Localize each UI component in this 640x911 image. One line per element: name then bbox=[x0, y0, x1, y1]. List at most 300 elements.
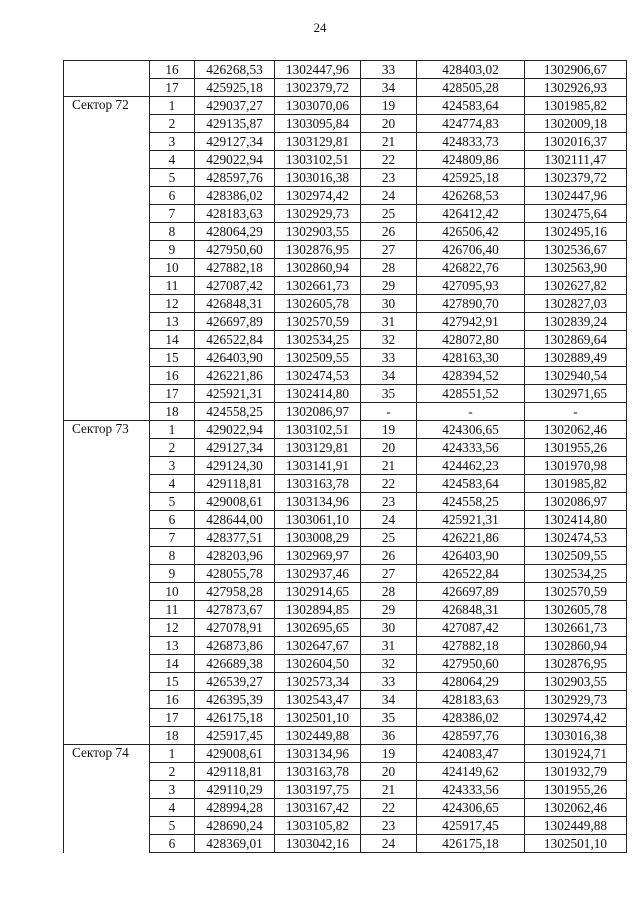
x-coordinate: 428072,80 bbox=[417, 331, 525, 349]
point-number: 14 bbox=[150, 331, 195, 349]
sector-cell-empty bbox=[64, 763, 150, 781]
point-number: 24 bbox=[361, 511, 417, 529]
x-coordinate: 429135,87 bbox=[195, 115, 275, 133]
y-coordinate: 1302563,90 bbox=[525, 259, 627, 277]
table-row bbox=[64, 547, 627, 565]
point-number: 29 bbox=[361, 601, 417, 619]
x-coordinate: 428163,30 bbox=[417, 349, 525, 367]
x-coordinate: 425925,18 bbox=[417, 169, 525, 187]
point-number: 32 bbox=[361, 331, 417, 349]
point-number: 24 bbox=[361, 187, 417, 205]
x-coordinate: 426395,39 bbox=[195, 691, 275, 709]
point-number: 12 bbox=[150, 295, 195, 313]
table-row bbox=[64, 691, 627, 709]
y-coordinate: 1302570,59 bbox=[525, 583, 627, 601]
y-coordinate: 1302860,94 bbox=[275, 259, 361, 277]
point-number: 1 bbox=[150, 421, 195, 439]
x-coordinate: 428064,29 bbox=[195, 223, 275, 241]
x-coordinate: 426848,31 bbox=[195, 295, 275, 313]
y-coordinate: 1303102,51 bbox=[275, 151, 361, 169]
point-number: 8 bbox=[150, 547, 195, 565]
x-coordinate: 429008,61 bbox=[195, 745, 275, 763]
y-coordinate: 1303095,84 bbox=[275, 115, 361, 133]
y-coordinate: 1302086,97 bbox=[275, 403, 361, 421]
table-row bbox=[64, 493, 627, 511]
point-number: 12 bbox=[150, 619, 195, 637]
x-coordinate: 425917,45 bbox=[417, 817, 525, 835]
point-number: 1 bbox=[150, 745, 195, 763]
point-number: 26 bbox=[361, 223, 417, 241]
sector-cell-empty bbox=[64, 313, 150, 331]
y-coordinate: 1303163,78 bbox=[275, 763, 361, 781]
y-coordinate: 1302570,59 bbox=[275, 313, 361, 331]
point-number: 19 bbox=[361, 421, 417, 439]
sector-cell-empty bbox=[64, 691, 150, 709]
x-coordinate: 425925,18 bbox=[195, 79, 275, 97]
table-row bbox=[64, 313, 627, 331]
y-coordinate: 1302604,50 bbox=[275, 655, 361, 673]
x-coordinate: 424833,73 bbox=[417, 133, 525, 151]
sector-cell-empty bbox=[64, 403, 150, 421]
y-coordinate: 1302573,34 bbox=[275, 673, 361, 691]
point-number: 9 bbox=[150, 241, 195, 259]
sector-cell-empty bbox=[64, 115, 150, 133]
point-number: 4 bbox=[150, 151, 195, 169]
table-row bbox=[64, 187, 627, 205]
y-coordinate: 1302914,65 bbox=[275, 583, 361, 601]
table-row bbox=[64, 619, 627, 637]
x-coordinate: 424306,65 bbox=[417, 799, 525, 817]
x-coordinate: 425921,31 bbox=[417, 511, 525, 529]
point-number: 34 bbox=[361, 367, 417, 385]
point-number: 20 bbox=[361, 115, 417, 133]
point-number: 15 bbox=[150, 349, 195, 367]
x-coordinate: 428064,29 bbox=[417, 673, 525, 691]
y-coordinate: 1302647,67 bbox=[275, 637, 361, 655]
point-number: 18 bbox=[150, 727, 195, 745]
y-coordinate: 1302940,54 bbox=[525, 367, 627, 385]
table-row bbox=[64, 277, 627, 295]
point-number: 17 bbox=[150, 709, 195, 727]
x-coordinate: 426175,18 bbox=[417, 835, 525, 853]
point-number: 16 bbox=[150, 61, 195, 79]
point-number: 20 bbox=[361, 439, 417, 457]
x-coordinate: 427078,91 bbox=[195, 619, 275, 637]
sector-cell-empty bbox=[64, 331, 150, 349]
table-row bbox=[64, 565, 627, 583]
x-coordinate: 428690,24 bbox=[195, 817, 275, 835]
point-number: 6 bbox=[150, 835, 195, 853]
sector-cell-empty bbox=[64, 79, 150, 97]
point-number: 35 bbox=[361, 385, 417, 403]
x-coordinate: 427882,18 bbox=[195, 259, 275, 277]
y-coordinate: 1302869,64 bbox=[525, 331, 627, 349]
point-number: 19 bbox=[361, 97, 417, 115]
table-row bbox=[64, 709, 627, 727]
x-coordinate: 426689,38 bbox=[195, 655, 275, 673]
y-coordinate: 1303129,81 bbox=[275, 133, 361, 151]
x-coordinate: 428597,76 bbox=[417, 727, 525, 745]
x-coordinate: 424462,23 bbox=[417, 457, 525, 475]
x-coordinate: 428203,96 bbox=[195, 547, 275, 565]
sector-cell-empty bbox=[64, 799, 150, 817]
y-coordinate: 1303008,29 bbox=[275, 529, 361, 547]
x-coordinate: 424809,86 bbox=[417, 151, 525, 169]
point-number: 36 bbox=[361, 727, 417, 745]
point-number: 31 bbox=[361, 637, 417, 655]
point-number: 9 bbox=[150, 565, 195, 583]
x-coordinate: 426522,84 bbox=[195, 331, 275, 349]
table-row bbox=[64, 403, 627, 421]
sector-cell-empty bbox=[64, 511, 150, 529]
x-coordinate: 428505,28 bbox=[417, 79, 525, 97]
x-coordinate: 425917,45 bbox=[195, 727, 275, 745]
y-coordinate: 1302534,25 bbox=[275, 331, 361, 349]
y-coordinate: 1301955,26 bbox=[525, 439, 627, 457]
sector-label bbox=[64, 61, 150, 79]
point-number: 23 bbox=[361, 493, 417, 511]
sector-cell-empty bbox=[64, 565, 150, 583]
x-coordinate: 426697,89 bbox=[195, 313, 275, 331]
y-coordinate: - bbox=[525, 403, 627, 421]
y-coordinate: 1302906,67 bbox=[525, 61, 627, 79]
x-coordinate: 428597,76 bbox=[195, 169, 275, 187]
table-row bbox=[64, 511, 627, 529]
x-coordinate: 426522,84 bbox=[417, 565, 525, 583]
point-number: 34 bbox=[361, 691, 417, 709]
x-coordinate: 427087,42 bbox=[195, 277, 275, 295]
point-number: 4 bbox=[150, 475, 195, 493]
x-coordinate: 428369,01 bbox=[195, 835, 275, 853]
table-row bbox=[64, 655, 627, 673]
y-coordinate: 1302062,46 bbox=[525, 421, 627, 439]
y-coordinate: 1302661,73 bbox=[275, 277, 361, 295]
table-row bbox=[64, 349, 627, 367]
y-coordinate: 1302475,64 bbox=[525, 205, 627, 223]
x-coordinate: 428994,28 bbox=[195, 799, 275, 817]
point-number: 21 bbox=[361, 457, 417, 475]
point-number: 3 bbox=[150, 781, 195, 799]
x-coordinate: 429127,34 bbox=[195, 439, 275, 457]
x-coordinate: 424149,62 bbox=[417, 763, 525, 781]
sector-cell-empty bbox=[64, 835, 150, 853]
sector-cell-empty bbox=[64, 619, 150, 637]
sector-cell-empty bbox=[64, 493, 150, 511]
point-number: 23 bbox=[361, 169, 417, 187]
table-row bbox=[64, 331, 627, 349]
point-number: 33 bbox=[361, 61, 417, 79]
point-number: 11 bbox=[150, 601, 195, 619]
point-number: 14 bbox=[150, 655, 195, 673]
x-coordinate: 424583,64 bbox=[417, 475, 525, 493]
y-coordinate: 1301924,71 bbox=[525, 745, 627, 763]
x-coordinate: 429022,94 bbox=[195, 421, 275, 439]
y-coordinate: 1302509,55 bbox=[525, 547, 627, 565]
y-coordinate: 1302827,03 bbox=[525, 295, 627, 313]
table-row bbox=[64, 79, 627, 97]
y-coordinate: 1302534,25 bbox=[525, 565, 627, 583]
table-row bbox=[64, 637, 627, 655]
sector-cell-empty bbox=[64, 205, 150, 223]
y-coordinate: 1301970,98 bbox=[525, 457, 627, 475]
x-coordinate: 428055,78 bbox=[195, 565, 275, 583]
y-coordinate: 1302379,72 bbox=[275, 79, 361, 97]
table-row bbox=[64, 205, 627, 223]
table-row bbox=[64, 169, 627, 187]
y-coordinate: 1301985,82 bbox=[525, 475, 627, 493]
x-coordinate: 426539,27 bbox=[195, 673, 275, 691]
point-number: 27 bbox=[361, 565, 417, 583]
x-coordinate: 426873,86 bbox=[195, 637, 275, 655]
y-coordinate: 1302111,47 bbox=[525, 151, 627, 169]
x-coordinate: 426268,53 bbox=[417, 187, 525, 205]
point-number: 18 bbox=[150, 403, 195, 421]
point-number: 34 bbox=[361, 79, 417, 97]
x-coordinate: 428386,02 bbox=[417, 709, 525, 727]
point-number: 30 bbox=[361, 619, 417, 637]
y-coordinate: 1303016,38 bbox=[275, 169, 361, 187]
point-number: 28 bbox=[361, 583, 417, 601]
y-coordinate: 1302695,65 bbox=[275, 619, 361, 637]
y-coordinate: 1302605,78 bbox=[525, 601, 627, 619]
y-coordinate: 1302937,46 bbox=[275, 565, 361, 583]
point-number: 5 bbox=[150, 493, 195, 511]
sector-cell-empty bbox=[64, 295, 150, 313]
sector-cell-empty bbox=[64, 781, 150, 799]
point-number: 5 bbox=[150, 169, 195, 187]
table-row bbox=[64, 673, 627, 691]
point-number: 22 bbox=[361, 475, 417, 493]
y-coordinate: 1302929,73 bbox=[525, 691, 627, 709]
x-coordinate: 427087,42 bbox=[417, 619, 525, 637]
sector-label: Сектор 74 bbox=[64, 745, 150, 763]
x-coordinate: 424558,25 bbox=[417, 493, 525, 511]
y-coordinate: 1302971,65 bbox=[525, 385, 627, 403]
point-number: 16 bbox=[150, 367, 195, 385]
sector-cell-empty bbox=[64, 187, 150, 205]
y-coordinate: 1302062,46 bbox=[525, 799, 627, 817]
point-number: 17 bbox=[150, 79, 195, 97]
point-number: 13 bbox=[150, 313, 195, 331]
point-number: 23 bbox=[361, 817, 417, 835]
point-number: 2 bbox=[150, 115, 195, 133]
y-coordinate: 1302889,49 bbox=[525, 349, 627, 367]
point-number: 22 bbox=[361, 799, 417, 817]
y-coordinate: 1301932,79 bbox=[525, 763, 627, 781]
sector-cell-empty bbox=[64, 457, 150, 475]
point-number: 30 bbox=[361, 295, 417, 313]
x-coordinate: 428386,02 bbox=[195, 187, 275, 205]
table-row bbox=[64, 475, 627, 493]
sector-cell-empty bbox=[64, 133, 150, 151]
table-row bbox=[64, 61, 627, 79]
y-coordinate: 1302860,94 bbox=[525, 637, 627, 655]
table-row bbox=[64, 781, 627, 799]
x-coordinate: 426221,86 bbox=[417, 529, 525, 547]
x-coordinate: 424333,56 bbox=[417, 781, 525, 799]
x-coordinate: 427958,28 bbox=[195, 583, 275, 601]
table-row bbox=[64, 97, 627, 115]
y-coordinate: 1303163,78 bbox=[275, 475, 361, 493]
table-row bbox=[64, 583, 627, 601]
point-number: 6 bbox=[150, 187, 195, 205]
x-coordinate: 428551,52 bbox=[417, 385, 525, 403]
sector-cell-empty bbox=[64, 817, 150, 835]
table-row bbox=[64, 727, 627, 745]
sector-cell-empty bbox=[64, 439, 150, 457]
sector-cell-empty bbox=[64, 169, 150, 187]
y-coordinate: 1302605,78 bbox=[275, 295, 361, 313]
point-number: 35 bbox=[361, 709, 417, 727]
y-coordinate: 1302414,80 bbox=[525, 511, 627, 529]
y-coordinate: 1303129,81 bbox=[275, 439, 361, 457]
point-number: 11 bbox=[150, 277, 195, 295]
y-coordinate: 1302929,73 bbox=[275, 205, 361, 223]
sector-cell-empty bbox=[64, 709, 150, 727]
y-coordinate: 1302876,95 bbox=[275, 241, 361, 259]
y-coordinate: 1302543,47 bbox=[275, 691, 361, 709]
sector-cell-empty bbox=[64, 673, 150, 691]
y-coordinate: 1302627,82 bbox=[525, 277, 627, 295]
y-coordinate: 1302449,88 bbox=[525, 817, 627, 835]
y-coordinate: 1302016,37 bbox=[525, 133, 627, 151]
table-row bbox=[64, 385, 627, 403]
table-row bbox=[64, 439, 627, 457]
point-number: 22 bbox=[361, 151, 417, 169]
point-number: 3 bbox=[150, 457, 195, 475]
sector-cell-empty bbox=[64, 241, 150, 259]
x-coordinate: 426822,76 bbox=[417, 259, 525, 277]
point-number: 21 bbox=[361, 781, 417, 799]
x-coordinate: 429037,27 bbox=[195, 97, 275, 115]
x-coordinate: - bbox=[417, 403, 525, 421]
x-coordinate: 426403,90 bbox=[195, 349, 275, 367]
y-coordinate: 1302974,42 bbox=[275, 187, 361, 205]
x-coordinate: 426506,42 bbox=[417, 223, 525, 241]
sector-cell-empty bbox=[64, 367, 150, 385]
x-coordinate: 425921,31 bbox=[195, 385, 275, 403]
table-row bbox=[64, 835, 627, 853]
point-number: 27 bbox=[361, 241, 417, 259]
page-number: 24 bbox=[313, 20, 327, 35]
y-coordinate: 1302926,93 bbox=[525, 79, 627, 97]
x-coordinate: 427950,60 bbox=[195, 241, 275, 259]
y-coordinate: 1302009,18 bbox=[525, 115, 627, 133]
x-coordinate: 427873,67 bbox=[195, 601, 275, 619]
x-coordinate: 424583,64 bbox=[417, 97, 525, 115]
table-row bbox=[64, 601, 627, 619]
x-coordinate: 428644,00 bbox=[195, 511, 275, 529]
sector-cell-empty bbox=[64, 385, 150, 403]
y-coordinate: 1302474,53 bbox=[275, 367, 361, 385]
sector-cell-empty bbox=[64, 151, 150, 169]
x-coordinate: 427882,18 bbox=[417, 637, 525, 655]
y-coordinate: 1302661,73 bbox=[525, 619, 627, 637]
y-coordinate: 1303105,82 bbox=[275, 817, 361, 835]
point-number: 28 bbox=[361, 259, 417, 277]
sector-cell-empty bbox=[64, 349, 150, 367]
point-number: 26 bbox=[361, 547, 417, 565]
x-coordinate: 429124,30 bbox=[195, 457, 275, 475]
point-number: 24 bbox=[361, 835, 417, 853]
sector-cell-empty bbox=[64, 637, 150, 655]
point-number: 21 bbox=[361, 133, 417, 151]
x-coordinate: 424558,25 bbox=[195, 403, 275, 421]
sector-label: Сектор 72 bbox=[64, 97, 150, 115]
point-number: 13 bbox=[150, 637, 195, 655]
sector-cell-empty bbox=[64, 529, 150, 547]
point-number: 10 bbox=[150, 583, 195, 601]
x-coordinate: 424774,83 bbox=[417, 115, 525, 133]
x-coordinate: 429110,29 bbox=[195, 781, 275, 799]
table-row bbox=[64, 295, 627, 313]
x-coordinate: 429118,81 bbox=[195, 763, 275, 781]
sector-cell-empty bbox=[64, 277, 150, 295]
x-coordinate: 424083,47 bbox=[417, 745, 525, 763]
x-coordinate: 427950,60 bbox=[417, 655, 525, 673]
y-coordinate: 1302903,55 bbox=[525, 673, 627, 691]
table-row bbox=[64, 799, 627, 817]
x-coordinate: 426175,18 bbox=[195, 709, 275, 727]
coordinates-table bbox=[63, 60, 627, 853]
table-row bbox=[64, 763, 627, 781]
table-row bbox=[64, 421, 627, 439]
y-coordinate: 1303141,91 bbox=[275, 457, 361, 475]
x-coordinate: 427942,91 bbox=[417, 313, 525, 331]
x-coordinate: 424333,56 bbox=[417, 439, 525, 457]
x-coordinate: 426848,31 bbox=[417, 601, 525, 619]
table-row bbox=[64, 457, 627, 475]
y-coordinate: 1302501,10 bbox=[525, 835, 627, 853]
sector-cell-empty bbox=[64, 223, 150, 241]
table-body bbox=[64, 61, 627, 853]
y-coordinate: 1302903,55 bbox=[275, 223, 361, 241]
x-coordinate: 428394,52 bbox=[417, 367, 525, 385]
y-coordinate: 1302447,96 bbox=[525, 187, 627, 205]
sector-label: Сектор 73 bbox=[64, 421, 150, 439]
table-row bbox=[64, 745, 627, 763]
x-coordinate: 426697,89 bbox=[417, 583, 525, 601]
sector-cell-empty bbox=[64, 475, 150, 493]
point-number: 33 bbox=[361, 349, 417, 367]
point-number: 5 bbox=[150, 817, 195, 835]
sector-cell-empty bbox=[64, 583, 150, 601]
sector-cell-empty bbox=[64, 259, 150, 277]
point-number: 16 bbox=[150, 691, 195, 709]
y-coordinate: 1302501,10 bbox=[275, 709, 361, 727]
y-coordinate: 1302414,80 bbox=[275, 385, 361, 403]
x-coordinate: 426706,40 bbox=[417, 241, 525, 259]
y-coordinate: 1302447,96 bbox=[275, 61, 361, 79]
point-number: 33 bbox=[361, 673, 417, 691]
x-coordinate: 426221,86 bbox=[195, 367, 275, 385]
point-number: 8 bbox=[150, 223, 195, 241]
sector-cell-empty bbox=[64, 601, 150, 619]
y-coordinate: 1303167,42 bbox=[275, 799, 361, 817]
table-row bbox=[64, 241, 627, 259]
table-row bbox=[64, 817, 627, 835]
point-number: 3 bbox=[150, 133, 195, 151]
point-number: 31 bbox=[361, 313, 417, 331]
table-row bbox=[64, 223, 627, 241]
table-row bbox=[64, 529, 627, 547]
y-coordinate: 1302379,72 bbox=[525, 169, 627, 187]
point-number: 25 bbox=[361, 529, 417, 547]
y-coordinate: 1302839,24 bbox=[525, 313, 627, 331]
y-coordinate: 1302969,97 bbox=[275, 547, 361, 565]
x-coordinate: 427095,93 bbox=[417, 277, 525, 295]
x-coordinate: 428183,63 bbox=[195, 205, 275, 223]
